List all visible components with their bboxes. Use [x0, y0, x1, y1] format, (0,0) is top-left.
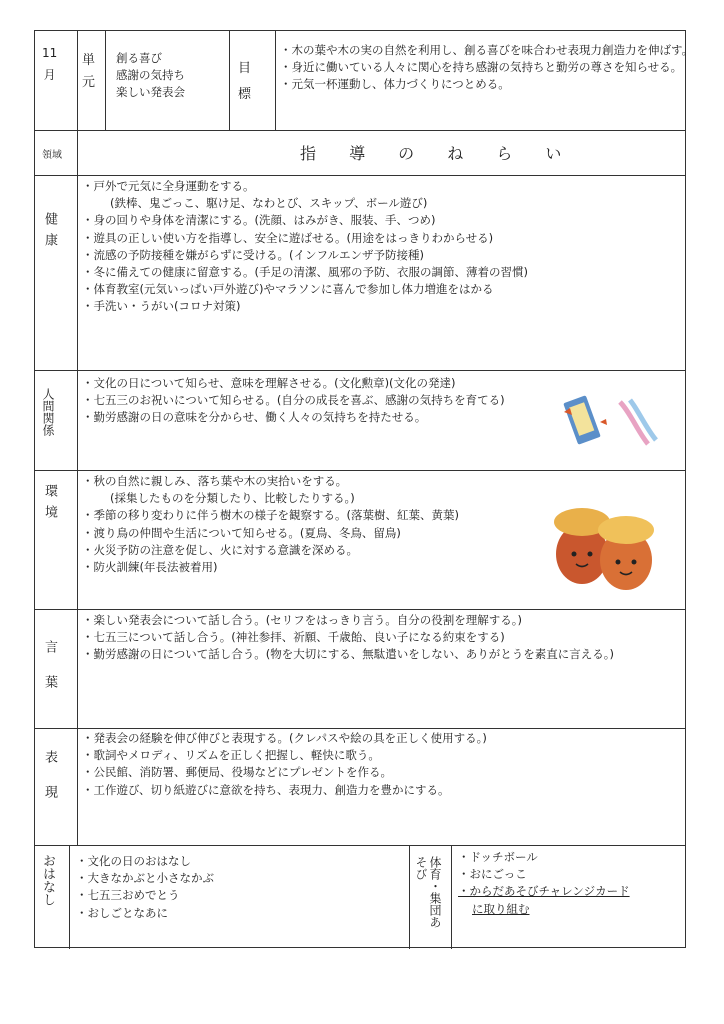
environment-list — [82, 473, 459, 576]
unit-item: 楽しい発表会 — [116, 85, 185, 100]
list-item: ・ 発表会の経験を伸び伸びと表現する。(クレパスや絵の具を正しく使用する。) — [82, 730, 487, 747]
col-divider — [69, 845, 70, 949]
list-item: ・ 戸外で元気に全身運動をする。 — [82, 178, 528, 195]
list-item: ・ 流感の予防接種を嫌がらずに受ける。(インフルエンザ予防接種) — [82, 247, 528, 264]
list-item: (鉄棒、鬼ごっこ、駆け足、なわとび、スキップ、ボール遊び) — [110, 196, 428, 211]
list-item: ・ 大きなかぶと小さなかぶ — [76, 870, 214, 887]
row-divider — [35, 130, 685, 131]
area-label: 領域 — [42, 150, 62, 161]
list-item: に取り組む — [472, 901, 530, 916]
list-item: ・ 七五三について話し合う。(神社参拝、祈願、千歳飴、良い子になる約束をする) — [82, 629, 614, 646]
goal-item: ・ 身近に働いている人々に関心を持ち感謝の気持ちと勤労の尊さを知らせる。 — [280, 59, 693, 76]
environment-label: 環境 — [42, 484, 57, 526]
list-item: ・ からだあそびチャレンジカード — [458, 883, 630, 900]
row-divider — [35, 370, 685, 371]
row-divider — [35, 845, 685, 846]
label-column-divider — [77, 31, 78, 845]
language-label: 言葉 — [42, 640, 57, 710]
goal-list — [280, 42, 693, 94]
chitose-ame-illustration — [560, 392, 670, 452]
list-item: ・ 歌詞やメロディ、リズムを正しく把握し、軽快に歌う。 — [82, 747, 487, 764]
unit-label: 単 元 — [82, 53, 96, 90]
list-item: ・ 文化の日のおはなし — [76, 853, 214, 870]
list-item: ・ おしごとなあに — [76, 905, 214, 922]
expression-label: 表現 — [42, 750, 57, 820]
unit-item: 創る喜び — [116, 51, 162, 65]
list-item: ・ 手洗い・うがい(コロナ対策) — [82, 298, 528, 315]
goal-item: ・ 元気一杯運動し、体力づくりにつとめる。 — [280, 76, 693, 93]
list-item: ・ 冬に備えての健康に留意する。(手足の清潔、風邪の予防、衣服の調節、薄着の習慣) — [82, 264, 528, 281]
list-item: ・ 季節の移り変わりに伴う樹木の様子を観察する。(落葉樹、紅葉、黄葉) — [82, 507, 459, 524]
list-item: ・ おにごっこ — [458, 866, 630, 883]
list-item: ・ 工作遊び、切り紙遊びに意欲を持ち、表現力、創造力を豊かにする。 — [82, 782, 487, 799]
goal-item: ・ 木の葉や木の実の自然を利用し、創る喜びを味合わせ表現力創造力を伸ばす。 — [280, 42, 693, 59]
list-item: ・ 火災予防の注意を促し、火に対する意識を深める。 — [82, 542, 459, 559]
row-divider — [35, 470, 685, 471]
list-item: ・ 公民館、消防署、郵便局、役場などにプレゼントを作る。 — [82, 764, 487, 781]
col-divider — [229, 31, 230, 130]
goal-label: 目 標 — [238, 61, 252, 102]
stories-list — [76, 853, 214, 922]
row-divider — [35, 175, 685, 176]
games-label: 体育・集団あそび — [414, 856, 442, 928]
list-item: ・ 楽しい発表会について話し合う。(セリフをはっきり言う。自分の役割を理解する。) — [82, 612, 614, 629]
list-item: (採集したものを分類したり、比較したりする。) — [110, 491, 355, 506]
list-item: ・ 七五三おめでとう — [76, 887, 214, 904]
col-divider — [275, 31, 276, 130]
health-label: 健康 — [42, 212, 57, 254]
games-list — [458, 849, 630, 918]
list-item: ・ 秋の自然に親しみ、落ち葉や木の実拾いをする。 — [82, 473, 459, 490]
row-divider — [35, 728, 685, 729]
health-list — [82, 178, 528, 316]
list-item: ・ 防火訓練(年長法被着用) — [82, 559, 459, 576]
row-divider — [35, 609, 685, 610]
acorn-illustration — [544, 496, 664, 596]
month-label: 11 月 — [42, 46, 58, 82]
list-item: ・ 勤労感謝の日について話し合う。(物を大切にする、無駄遣いをしない、ありがとうを素直に言える。) — [82, 646, 614, 663]
col-divider — [451, 845, 452, 949]
unit-item: 感謝の気持ち — [116, 68, 185, 83]
list-item: ・ 体育教室(元気いっぱい戸外遊び)やマラソンに喜んで参加し体力増進をはかる — [82, 281, 528, 298]
stories-label: おはなし — [40, 854, 55, 906]
aims-title: 指 導 の ね ら い — [300, 144, 576, 163]
expression-list — [82, 730, 487, 799]
list-item: ・ 勤労感謝の日の意味を分からせ、働く人々の気持ちを持たせる。 — [82, 409, 505, 426]
relations-list — [82, 375, 505, 427]
list-item: ・ 七五三のお祝いについて知らせる。(自分の成長を喜ぶ、感謝の気持ちを育てる) — [82, 392, 505, 409]
col-divider — [105, 31, 106, 130]
list-item: ・ 文化の日について知らせ、意味を理解させる。(文化勲章)(文化の発達) — [82, 375, 505, 392]
language-list — [82, 612, 614, 664]
list-item: ・ 遊具の正しい使い方を指導し、安全に遊ばせる。(用途をはっきりわからせる) — [82, 230, 528, 247]
unit-list — [116, 50, 185, 102]
col-divider — [409, 845, 410, 949]
relations-label: 人間関係 — [41, 388, 55, 436]
list-item: ・ 身の回りや身体を清潔にする。(洗顔、はみがき、服装、手、つめ) — [82, 212, 528, 229]
list-item: ・ 渡り鳥の仲間や生活について知らせる。(夏鳥、冬鳥、留鳥) — [82, 525, 459, 542]
list-item: ・ ドッチボール — [458, 849, 630, 866]
